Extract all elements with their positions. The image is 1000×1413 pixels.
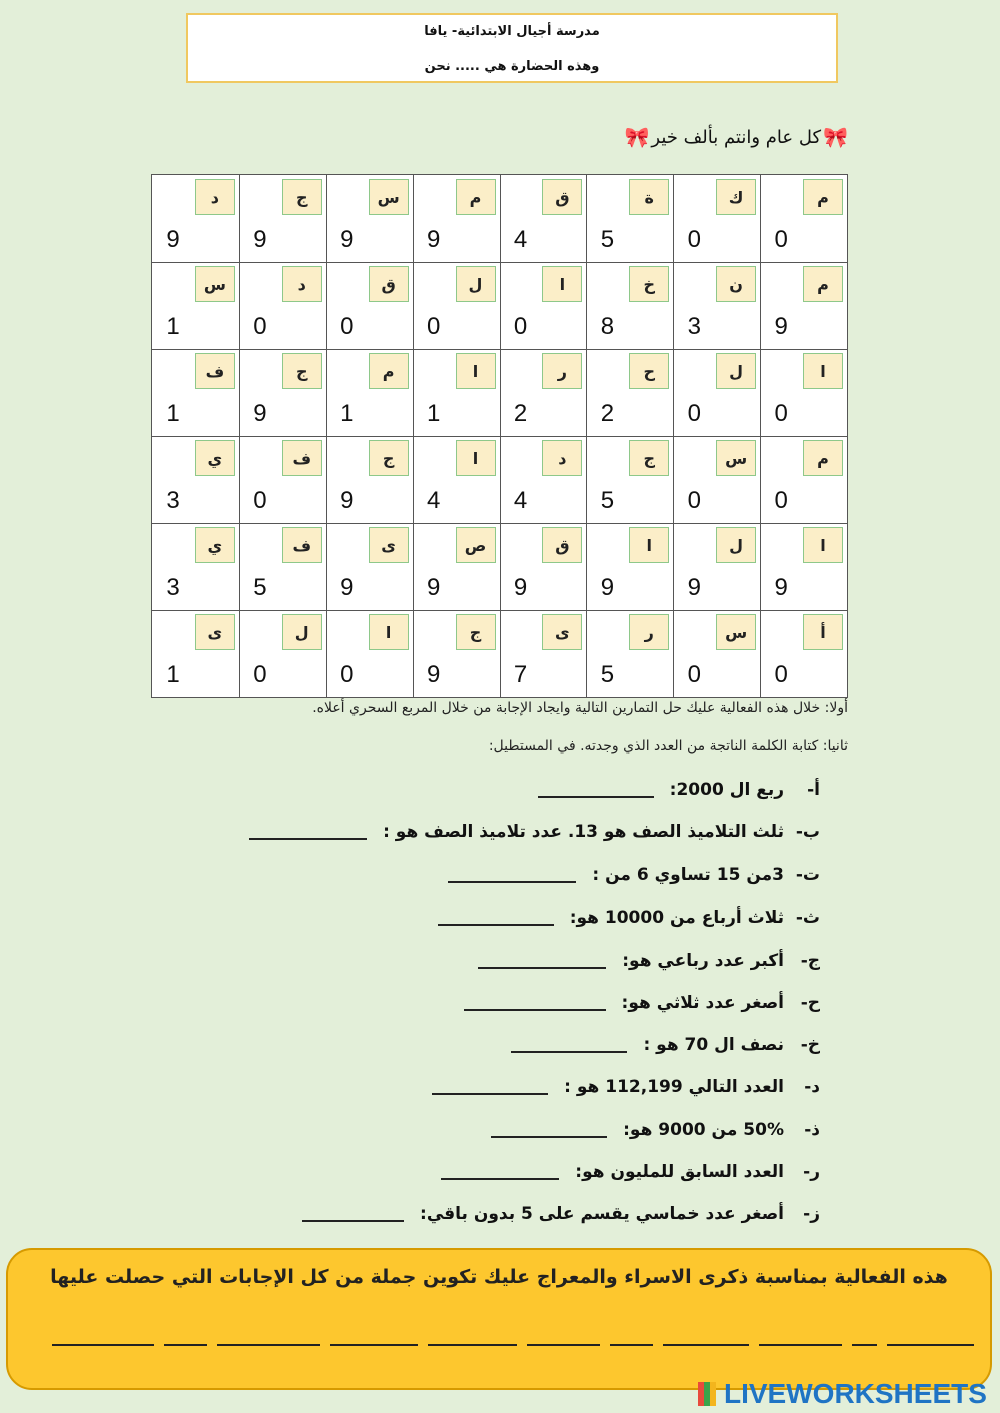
grid-cell	[413, 262, 500, 349]
grid-cell	[239, 175, 326, 262]
cell-letter: ة	[629, 179, 669, 215]
cell-number: 0	[675, 658, 713, 692]
cell-number: 5	[241, 571, 279, 605]
cell-letter: ف	[195, 353, 235, 389]
cell-letter: د	[195, 179, 235, 215]
question-row	[478, 951, 820, 971]
cell-number: 0	[415, 310, 453, 344]
grid-cell	[500, 523, 587, 610]
grid-cell	[760, 610, 847, 697]
grid-cell	[760, 436, 847, 523]
cell-letter: م	[803, 440, 843, 476]
cell-number: 0	[762, 223, 800, 257]
grid-cell	[673, 610, 760, 697]
answer-line[interactable]	[52, 1322, 154, 1346]
grid-cell	[152, 262, 239, 349]
cell-letter: د	[282, 266, 322, 302]
cell-number: 5	[588, 658, 626, 692]
cell-letter: م	[456, 179, 496, 215]
question-label: ذ-	[804, 1120, 820, 1140]
grid-cell	[760, 262, 847, 349]
cell-letter: ا	[542, 266, 582, 302]
cell-number: 5	[588, 484, 626, 518]
question-label: ح-	[800, 993, 820, 1013]
cell-number: 2	[588, 397, 626, 431]
question-row	[448, 865, 820, 885]
question-row	[438, 908, 820, 928]
answer-line[interactable]	[887, 1322, 974, 1346]
cell-number: 8	[588, 310, 626, 344]
cell-letter: د	[542, 440, 582, 476]
grid-cell	[413, 610, 500, 697]
cell-letter: ا	[803, 353, 843, 389]
cell-number: 1	[415, 397, 453, 431]
grid-cell	[500, 610, 587, 697]
cell-letter: ل	[716, 527, 756, 563]
question-label: أ-	[807, 780, 820, 800]
cell-letter: م	[803, 266, 843, 302]
cell-letter: س	[716, 440, 756, 476]
cell-letter: ر	[542, 353, 582, 389]
question-label: ت-	[795, 865, 820, 885]
greeting-text: كل عام وانتم بألف خير	[651, 126, 822, 148]
grid-cell	[239, 436, 326, 523]
cell-letter: ا	[456, 353, 496, 389]
cell-letter: ى	[369, 527, 409, 563]
cell-letter: ج	[282, 179, 322, 215]
question-text: العدد السابق للمليون هو:	[575, 1162, 784, 1182]
cell-number: 9	[588, 571, 626, 605]
question-text: ثلاث أرباع من 10000 هو:	[569, 908, 784, 928]
grid-cell	[586, 175, 673, 262]
final-answer-lines[interactable]	[52, 1322, 974, 1346]
cell-number: 0	[675, 397, 713, 431]
answer-blank[interactable]	[538, 780, 654, 798]
cell-number: 9	[328, 484, 366, 518]
cell-letter: ى	[195, 614, 235, 650]
cell-letter: ف	[282, 440, 322, 476]
cell-letter: ج	[282, 353, 322, 389]
cell-number: 9	[675, 571, 713, 605]
cell-letter: ا	[629, 527, 669, 563]
grid-cell	[152, 610, 239, 697]
grid-cell	[413, 523, 500, 610]
question-text: نصف ال 70 هو :	[643, 1035, 784, 1055]
cell-number: 0	[502, 310, 540, 344]
final-box-text: هذه الفعالية بمناسبة ذكرى الاسراء والمعراج عليك تكوين جملة من كل الإجابات التي حصلت عليها	[50, 1266, 948, 1288]
cell-letter: ا	[456, 440, 496, 476]
grid-cell	[586, 523, 673, 610]
cell-number: 9	[154, 223, 192, 257]
logo-icon	[698, 1382, 720, 1406]
cell-number: 9	[762, 571, 800, 605]
cell-number: 1	[154, 397, 192, 431]
cell-number: 4	[415, 484, 453, 518]
cell-number: 1	[328, 397, 366, 431]
question-text: أصغر عدد ثلاثي هو:	[621, 993, 784, 1013]
grid-cell	[586, 436, 673, 523]
instruction-second: ثانيا: كتابة الكلمة الناتجة من العدد الذي وجدته. في المستطيل:	[488, 738, 848, 754]
question-row	[538, 780, 820, 800]
grid-cell	[500, 436, 587, 523]
bow-icon: 🎀	[823, 125, 848, 149]
cell-number: 9	[415, 223, 453, 257]
answer-blank[interactable]	[511, 1035, 627, 1053]
cell-letter: ي	[195, 440, 235, 476]
question-label: ج-	[800, 951, 820, 971]
header-box	[186, 13, 838, 83]
cell-letter: م	[803, 179, 843, 215]
cell-letter: م	[369, 353, 409, 389]
cell-letter: س	[716, 614, 756, 650]
grid-cell	[586, 349, 673, 436]
question-row	[432, 1077, 820, 1097]
question-text: أكبر عدد رباعي هو:	[622, 951, 784, 971]
grid-cell	[326, 349, 413, 436]
grid-cell	[326, 523, 413, 610]
answer-blank[interactable]	[441, 1162, 559, 1180]
cell-letter: ج	[629, 440, 669, 476]
grid-cell	[326, 175, 413, 262]
cell-letter: ل	[716, 353, 756, 389]
cell-letter: ل	[456, 266, 496, 302]
logo-text: LIVEWORKSHEETS	[724, 1378, 987, 1409]
cell-letter: ك	[716, 179, 756, 215]
cell-number: 4	[502, 223, 540, 257]
question-row	[511, 1035, 820, 1055]
cell-number: 3	[675, 310, 713, 344]
cell-number: 2	[502, 397, 540, 431]
question-text: ربع ال 2000:	[669, 780, 784, 800]
answer-blank[interactable]	[438, 908, 554, 926]
cell-number: 9	[415, 571, 453, 605]
instruction-first: أولا: خلال هذه الفعالية عليك حل التمارين التالية وايجاد الإجابة من خلال المربع السحري أعلاه.	[312, 700, 848, 716]
cell-letter: ق	[369, 266, 409, 302]
question-row	[491, 1120, 820, 1140]
answer-line[interactable]	[428, 1322, 517, 1346]
cell-number: 0	[328, 310, 366, 344]
cell-number: 9	[328, 223, 366, 257]
answer-blank[interactable]	[491, 1120, 607, 1138]
cell-number: 9	[241, 397, 279, 431]
cell-number: 3	[154, 571, 192, 605]
question-row	[464, 993, 820, 1013]
question-text: ثلث التلاميذ الصف هو 13. عدد تلاميذ الصف هو :	[383, 822, 784, 842]
cell-number: 5	[588, 223, 626, 257]
answer-line[interactable]	[164, 1322, 207, 1346]
answer-line[interactable]	[759, 1322, 842, 1346]
question-text: العدد التالي 112,199 هو :	[564, 1077, 784, 1097]
cell-number: 0	[328, 658, 366, 692]
grid-cell	[152, 523, 239, 610]
answer-blank[interactable]	[432, 1077, 548, 1095]
cell-letter: ف	[282, 527, 322, 563]
answer-line[interactable]	[527, 1322, 600, 1346]
cell-number: 0	[241, 310, 279, 344]
grid-cell	[239, 610, 326, 697]
grid-cell	[413, 436, 500, 523]
answer-line[interactable]	[852, 1322, 878, 1346]
grid-cell	[760, 523, 847, 610]
magic-square-grid	[151, 174, 848, 698]
grid-cell	[239, 523, 326, 610]
answer-blank[interactable]	[448, 865, 576, 883]
cell-number: 0	[762, 397, 800, 431]
cell-number: 0	[241, 658, 279, 692]
cell-number: 0	[762, 484, 800, 518]
final-sentence-box	[6, 1248, 992, 1390]
cell-letter: ا	[803, 527, 843, 563]
cell-letter: ا	[369, 614, 409, 650]
question-label: د-	[804, 1077, 820, 1097]
cell-letter: ي	[195, 527, 235, 563]
grid-cell	[586, 610, 673, 697]
grid-cell	[500, 262, 587, 349]
cell-letter: ح	[629, 353, 669, 389]
answer-line[interactable]	[330, 1322, 419, 1346]
grid-cell	[760, 175, 847, 262]
answer-line[interactable]	[663, 1322, 750, 1346]
grid-cell	[413, 175, 500, 262]
grid-cell	[673, 436, 760, 523]
header-title: وهذه الحضارة هي ..... نحن	[424, 59, 600, 74]
grid-cell	[326, 436, 413, 523]
cell-letter: س	[369, 179, 409, 215]
cell-number: 1	[154, 310, 192, 344]
grid-cell	[586, 262, 673, 349]
grid-cell	[152, 175, 239, 262]
answer-line[interactable]	[610, 1322, 653, 1346]
question-text: أصغر عدد خماسي يقسم على 5 بدون باقي:	[420, 1204, 784, 1224]
liveworksheets-logo	[698, 1378, 987, 1410]
cell-letter: خ	[629, 266, 669, 302]
question-label: ز-	[803, 1204, 820, 1224]
cell-letter: ج	[369, 440, 409, 476]
grid-cell	[673, 175, 760, 262]
cell-letter: ر	[629, 614, 669, 650]
cell-number: 9	[241, 223, 279, 257]
cell-number: 9	[415, 658, 453, 692]
question-label: خ-	[800, 1035, 820, 1055]
cell-number: 9	[328, 571, 366, 605]
answer-blank[interactable]	[249, 822, 367, 840]
question-row	[249, 822, 820, 842]
answer-blank[interactable]	[464, 993, 606, 1011]
cell-letter: ق	[542, 179, 582, 215]
bow-icon: 🎀	[624, 125, 650, 149]
question-row	[441, 1162, 820, 1182]
cell-number: 1	[154, 658, 192, 692]
cell-number: 0	[241, 484, 279, 518]
grid-cell	[239, 262, 326, 349]
grid-cell	[326, 262, 413, 349]
cell-number: 3	[154, 484, 192, 518]
answer-blank[interactable]	[302, 1204, 404, 1222]
cell-number: 0	[675, 223, 713, 257]
answer-blank[interactable]	[478, 951, 606, 969]
grid-cell	[152, 436, 239, 523]
cell-letter: ق	[542, 527, 582, 563]
greeting	[625, 125, 849, 149]
question-text: 50% من 9000 هو:	[623, 1120, 784, 1140]
cell-letter: س	[195, 266, 235, 302]
cell-letter: ص	[456, 527, 496, 563]
grid-cell	[760, 349, 847, 436]
grid-cell	[500, 175, 587, 262]
question-row	[302, 1204, 820, 1224]
question-label: ب-	[795, 822, 820, 842]
cell-letter: ن	[716, 266, 756, 302]
cell-letter: ج	[456, 614, 496, 650]
cell-number: 4	[502, 484, 540, 518]
cell-letter: ل	[282, 614, 322, 650]
cell-letter: أ	[803, 614, 843, 650]
grid-cell	[152, 349, 239, 436]
cell-letter: ى	[542, 614, 582, 650]
grid-cell	[239, 349, 326, 436]
cell-number: 9	[502, 571, 540, 605]
question-label: ر-	[803, 1162, 820, 1182]
answer-line[interactable]	[217, 1322, 319, 1346]
grid-cell	[673, 262, 760, 349]
grid-cell	[413, 349, 500, 436]
grid-cell	[500, 349, 587, 436]
question-text: 3من 15 تساوي 6 من :	[592, 865, 784, 885]
grid-cell	[326, 610, 413, 697]
cell-number: 7	[502, 658, 540, 692]
grid-cell	[673, 523, 760, 610]
school-name: مدرسة أجيال الابتدائية- يافا	[424, 24, 600, 39]
grid-cell	[673, 349, 760, 436]
question-label: ث-	[795, 908, 820, 928]
cell-number: 0	[762, 658, 800, 692]
cell-number: 9	[762, 310, 800, 344]
cell-number: 0	[675, 484, 713, 518]
